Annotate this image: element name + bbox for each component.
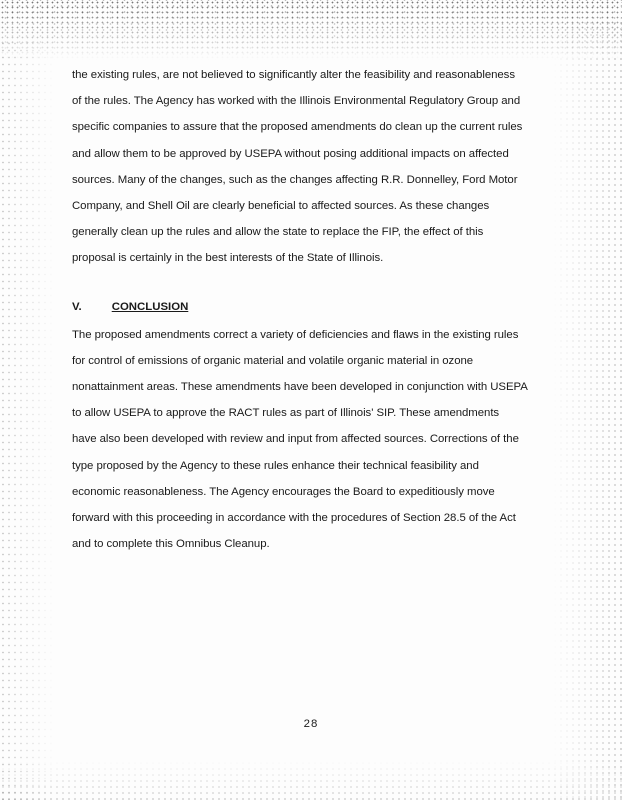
text-line: and to complete this Omnibus Cleanup.	[72, 538, 270, 551]
text-line: of the rules. The Agency has worked with the Illinois Environmental Regulatory Group and	[72, 95, 521, 108]
text-line: nonattainment areas. These amendments have been developed in conjunction with USEPA	[72, 381, 528, 394]
conclusion-paragraph	[72, 322, 558, 558]
page-number: 28	[303, 718, 319, 730]
text-line: generally clean up the rules and allow the state to replace the FIP, the effect of this	[72, 226, 484, 239]
scan-noise-bottom	[0, 760, 622, 800]
text-line: specific companies to assure that the proposed amendments do clean up the current rules	[72, 121, 523, 134]
section-number: V.	[72, 300, 82, 313]
text-line: The proposed amendments correct a variety of deficiencies and flaws in the existing rules	[72, 328, 519, 341]
section-title: CONCLUSION	[111, 300, 189, 313]
text-line: Company, and Shell Oil are clearly beneficial to affected sources. As these changes	[72, 200, 490, 213]
text-line: and allow them to be approved by USEPA without posing additional impacts on affected	[72, 147, 509, 160]
scan-noise-left	[0, 40, 55, 800]
text-line: type proposed by the Agency to these rules enhance their technical feasibility and	[72, 459, 479, 472]
text-line: forward with this proceeding in accordance with the procedures of Section 28.5 of the Act	[72, 512, 516, 525]
text-line: sources. Many of the changes, such as the changes affecting R.R. Donnelley, Ford Motor	[72, 173, 518, 186]
continuation-paragraph	[72, 62, 558, 272]
text-line: for control of emissions of organic material and volatile organic material in ozone	[72, 354, 474, 367]
text-line: proposal is certainly in the best interests of the State of Illinois.	[72, 252, 384, 265]
text-line: economic reasonableness. The Agency encourages the Board to expeditiously move	[72, 485, 495, 498]
text-line: to allow USEPA to approve the RACT rules as part of Illinois' SIP. These amendments	[72, 407, 500, 420]
section-heading	[72, 298, 558, 316]
text-line: have also been developed with review and input from affected sources. Corrections of the	[72, 433, 519, 446]
text-line: the existing rules, are not believed to significantly alter the feasibility and reasonableness	[72, 69, 515, 81]
scan-noise-right	[552, 20, 622, 800]
page-body	[72, 62, 558, 557]
scan-noise-top	[0, 0, 622, 60]
